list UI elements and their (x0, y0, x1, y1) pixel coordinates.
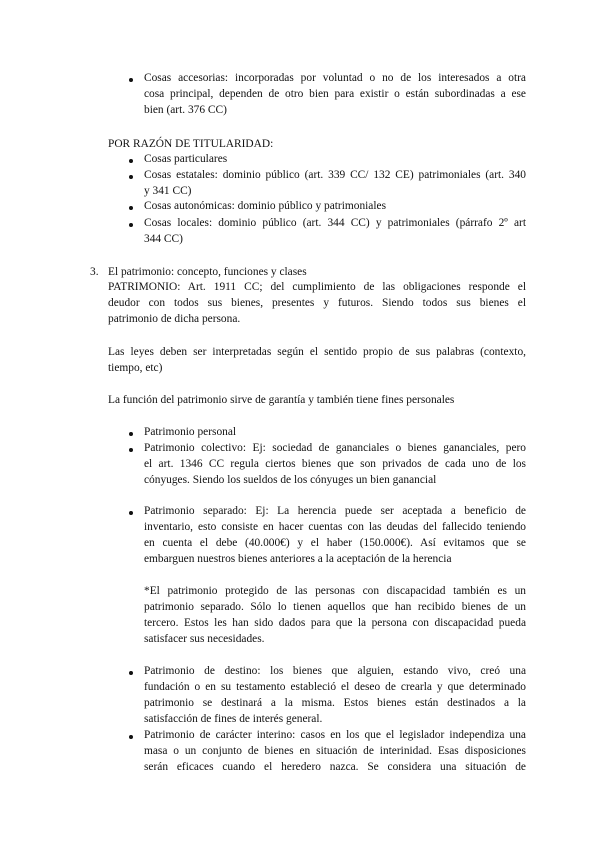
separado-line-4: embarguen nuestros bienes anteriores a la aceptación de la herencia (144, 553, 452, 565)
destino-line-2: fundación o en su testamento estableció el deseo de crearla y que determinado (144, 681, 526, 693)
protegido-line-2: patrimonio separado. Sólo lo tienen aquellos que han recibido bienes de un (144, 601, 526, 613)
titularidad-item-4-line-2: 344 CC) (144, 233, 183, 245)
titularidad-item-2-line-2: y 341 CC) (144, 185, 192, 197)
accesorias-line-3: bien (art. 376 CC) (144, 104, 227, 116)
section-title: El patrimonio: concepto, funciones y clases (108, 266, 307, 278)
bullet (129, 175, 133, 179)
leyes-line-1: Las leyes deben ser interpretadas según el sentido propio de sus palabras (contexto, (108, 346, 526, 358)
separado-line-3: en cuenta el debe (40.000€) y el haber (150.000€). Así evitamos que se (144, 537, 526, 549)
titularidad-item-2-line-1: Cosas estatales: dominio público (art. 339 CC/ 132 CE) patrimoniales (art. 340 (144, 169, 526, 181)
destino-line-4: satisfacción de fines de interés general. (144, 713, 323, 725)
separado-line-1: Patrimonio separado: Ej: La herencia puede ser aceptada a beneficio de (144, 505, 526, 517)
colectivo-line-3: cónyuges. Siendo los sueldos de los cónyuges un bien ganancial (144, 474, 437, 486)
colectivo-line-2: el art. 1346 CC regula ciertos bienes que son privados de cada uno de los (144, 458, 526, 470)
bullet (129, 159, 133, 163)
funcion-text: La función del patrimonio sirve de garantía y también tiene fines personales (108, 394, 455, 406)
patrimonio-personal: Patrimonio personal (144, 426, 237, 438)
bullet (129, 671, 133, 675)
protegido-line-3: tercero. Estos les han sido dados para que la persona con discapacidad pueda (144, 617, 526, 629)
titularidad-item-1: Cosas particulares (144, 153, 228, 165)
separado-line-2: inventario, esto consiste en hacer cuentas con las deudas del fallecido teniendo (144, 521, 526, 533)
bullet (129, 432, 133, 436)
interino-line-2: masa o un conjunto de bienes en situación de interinidad. Esas disposiciones (144, 745, 526, 757)
titularidad-item-3: Cosas autonómicas: dominio público y patrimoniales (144, 200, 387, 212)
leyes-line-2: tiempo, etc) (108, 362, 163, 374)
titularidad-heading: POR RAZÓN DE TITULARIDAD: (108, 138, 274, 150)
section-number: 3. (90, 266, 99, 278)
interino-line-3: serán eficaces cuando el heredero nazca. Se considera una situación de (144, 761, 526, 773)
definition-line-3: patrimonio de dicha persona. (108, 313, 241, 325)
destino-line-3: patrimonio se destinará a la misma. Estos bienes están destinados a la (144, 697, 526, 709)
bullet (129, 78, 133, 82)
destino-line-1: Patrimonio de destino: los bienes que alguien, estando vivo, creó una (144, 665, 526, 677)
definition-line-1: PATRIMONIO: Art. 1911 CC; del cumplimiento de las obligaciones responde el (108, 281, 526, 293)
colectivo-line-1: Patrimonio colectivo: Ej: sociedad de gananciales o bienes gananciales, pero (144, 442, 526, 454)
bullet (129, 511, 133, 515)
bullet (129, 223, 133, 227)
interino-line-1: Patrimonio de carácter interino: casos en los que el legislador independiza una (144, 729, 526, 741)
titularidad-item-4-line-1: Cosas locales: dominio público (art. 344 CC) y patrimoniales (párrafo 2º art (144, 217, 526, 229)
protegido-line-4: satisfacer sus necesidades. (144, 633, 265, 645)
accesorias-line-1: Cosas accesorias: incorporadas por voluntad o no de los interesados a otra (144, 72, 526, 84)
bullet (129, 448, 133, 452)
definition-line-2: deudor con todos sus bienes, presentes y futuros. Siendo todos sus bienes el (108, 297, 526, 309)
bullet (129, 206, 133, 210)
bullet (129, 735, 133, 739)
accesorias-line-2: cosa principal, dependen de otro bien para existir o están subordinadas a ese (144, 88, 526, 100)
protegido-line-1: *El patrimonio protegido de las personas con discapacidad también es un (144, 585, 526, 597)
